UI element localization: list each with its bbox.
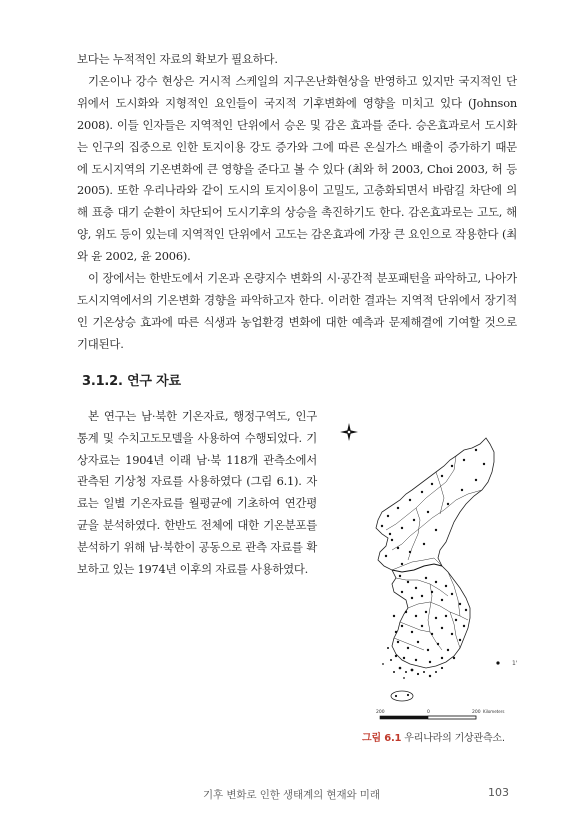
- paragraph-2: 이 장에서는 한반도에서 기온과 온량지수 변화의 시·공간적 분포패턴을 파악하고, 나아가 도시지역에서의 기온변화 경향을 파악하고자 한다. 이러한 결과는 지역적 단위에서 장기적인 기온상승 효과에 따른 식생과 농업환경 변화에 대한 예측과 문제해결에 기여할 것으로 기대된다.: [77, 271, 517, 351]
- svg-text:0: 0: [427, 710, 430, 715]
- svg-text:200: 200: [376, 710, 385, 715]
- jeju-island: [391, 691, 413, 701]
- figure-caption-text: 우리나라의 기상관측소.: [401, 733, 505, 744]
- paragraph-continued: 보다는 누적적인 자료의 확보가 필요하다.: [77, 52, 278, 66]
- figure-number: 그림 6.1: [362, 733, 402, 744]
- running-footer: 기후 변화로 인한 생태계의 현재와 미래: [203, 789, 380, 801]
- weather-stations: [381, 449, 485, 663]
- svg-text:Kilometers: Kilometers: [483, 709, 505, 714]
- figure-caption: [362, 729, 505, 744]
- section-heading: 3.1.2. 연구 자료: [82, 374, 181, 389]
- paragraph-3: 본 연구는 남·북한 기온자료, 행정구역도, 인구통계 및 수치고도모델을 사용하여 수행되었다. 기상자료는 1904년 이래 남·북 118개 관측소에서 관측된 기상청 자료를 사용하였다 (그림 6.1). 자료는 일별 기온자료를 월평균에 기초하여 연간평균을 분석하였다. 한반도 전체에 대한 기온분포를 분석하기 위해 남·북한이 공동으로 관측 자료를 확보하고 있는 1974년 이후의 자료를 사용하였다.: [77, 409, 317, 576]
- island-label: 1': [512, 660, 518, 667]
- peninsula-outline: [376, 438, 494, 668]
- southern-islands: [382, 647, 443, 679]
- korea-map: [336, 420, 524, 725]
- body-text: [77, 49, 517, 356]
- scale-bar: [376, 709, 504, 719]
- ulleung-island: [496, 661, 499, 664]
- north-arrow-icon: [340, 423, 358, 441]
- paragraph-1: 기온이나 강수 현상은 거시적 스케일의 지구온난화현상을 반영하고 있지만 국지적인 단위에서 도시화와 지형적인 요인들이 국지적 기후변화에 영향을 미치고 있다 (Johnson 2008). 이들 인자들은 지역적인 단위에서 승온 및 감온 효과를 준다. 승온효과로서 도시화는 인구의 집중으로 인한 토지이용 강도 증가와 그에 따른 온실가스 배출이 증가하기 때문에 도시지역의 기온변화에 큰 영향을 준다고 볼 수 있다 (최와 허 2003, Choi 2003, 허 등 2005). 또한 우리나라와 같이 도시의 토지이용이 고밀도, 고층화되면서 바람길 차단에 의해 표층 대기 순환이 차단되어 도시기후의 상승을 촉진하기도 한다. 감온효과로는 고도, 해양, 위도 등이 있는데 지역적인 단위에서 고도는 감온효과에 가장 큰 요인으로 작용한다 (최와 윤 2002, 윤 2006).: [77, 73, 517, 264]
- svg-text:200: 200: [472, 710, 481, 715]
- page-number: 103: [488, 786, 509, 799]
- section-text: [77, 406, 317, 580]
- station-map-figure: [336, 420, 524, 725]
- dmz-line: [392, 564, 442, 572]
